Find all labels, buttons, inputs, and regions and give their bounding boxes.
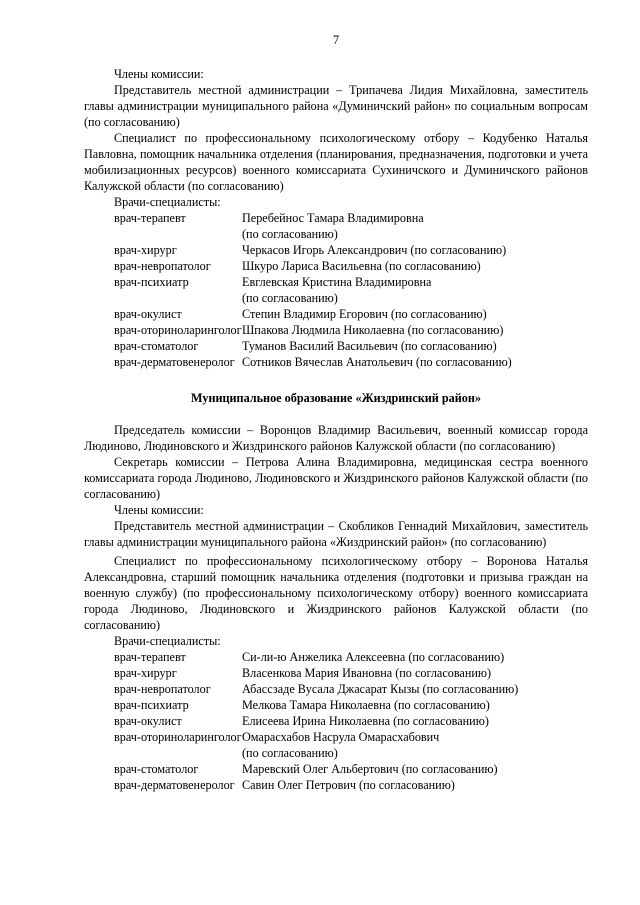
specialist-row <box>84 681 588 697</box>
section-duminichi <box>84 66 588 370</box>
specialist-role: врач-окулист <box>114 307 182 321</box>
specialist-row <box>84 274 588 306</box>
specialist-name-line: Черкасов Игорь Александрович (по согласованию) <box>242 243 507 257</box>
specialist-role: врач-психиатр <box>114 698 189 712</box>
specialist-name-line: Власенкова Мария Ивановна (по согласованию) <box>242 666 492 680</box>
specialist-name <box>242 729 588 761</box>
specialist-name-line: (по согласованию) <box>242 227 338 241</box>
specialist-row <box>84 322 588 338</box>
specialist-row <box>84 210 588 242</box>
specialist-name-line: Си-ли-ю Анжелика Алексеевна (по согласованию) <box>242 650 505 664</box>
specialist-row <box>84 729 588 761</box>
specialist-row <box>84 713 588 729</box>
specialist-row <box>84 354 588 370</box>
secretary-paragraph: Секретарь комиссии – Петрова Алина Владимировна, медицинская сестра военного комиссариата города Людиново, Людиновского и Жиздринского районов Калужской области (по согласованию) <box>84 455 588 501</box>
specialist-name <box>242 761 588 777</box>
specialist-role: врач-терапевт <box>114 650 186 664</box>
specialists-label: Врачи-специалисты: <box>114 634 221 648</box>
specialist-role: врач-психиатр <box>114 275 189 289</box>
specialist-role: врач-стоматолог <box>114 339 199 353</box>
specialist-name-line: Степин Владимир Егорович (по согласованию) <box>242 307 487 321</box>
specialist-row <box>84 761 588 777</box>
specialist-name-line: (по согласованию) <box>242 746 338 760</box>
page-number: 7 <box>332 33 340 47</box>
specialist-name-line: Перебейнос Тамара Владимировна <box>242 211 424 225</box>
members-label: Члены комиссии: <box>114 67 204 81</box>
specialist-name-line: Туманов Василий Васильевич (по согласованию) <box>242 339 497 353</box>
specialists-list <box>84 210 588 370</box>
specialist-name <box>242 306 588 322</box>
specialist-role: врач-невропатолог <box>114 259 211 273</box>
specialist-name-line: Маревский Олег Альбертович (по согласованию) <box>242 762 498 776</box>
specialist-name <box>242 242 588 258</box>
specialist-name-line: Шпакова Людмила Николаевна (по согласованию) <box>242 323 504 337</box>
member-paragraph: Специалист по профессиональному психологическому отбору – Воронова Наталья Александровна, старший помощник начальника отделения (подготовки и призыва граждан на военную службу) (по профессиональному психологическому отбору) военного комиссариата города Людиново, Людиновского и Жиздринского районов Калужской области (по согласованию) <box>84 554 588 632</box>
specialist-name-line: Омарасхабов Насрула Омарасхабович <box>242 730 440 744</box>
section-zhizdra <box>84 422 588 793</box>
specialist-name <box>242 777 588 793</box>
specialist-name-line: Мелкова Тамара Николаевна (по согласованию) <box>242 698 490 712</box>
specialist-role: врач-хирург <box>114 666 177 680</box>
specialists-list <box>84 649 588 793</box>
specialist-row <box>84 665 588 681</box>
specialist-role: врач-невропатолог <box>114 682 211 696</box>
specialist-role: врач-оториноларинголог <box>114 323 242 337</box>
specialist-name <box>242 258 588 274</box>
specialist-row <box>84 649 588 665</box>
specialist-name-line: Савин Олег Петрович (по согласованию) <box>242 778 455 792</box>
specialist-role: врач-стоматолог <box>114 762 199 776</box>
specialist-role: врач-терапевт <box>114 211 186 225</box>
member-paragraph: Представитель местной администрации – Трипачева Лидия Михайловна, заместитель главы администрации муниципального района «Думиничский район» по социальным вопросам (по согласованию) <box>84 83 588 129</box>
specialists-label: Врачи-специалисты: <box>114 195 221 209</box>
member-paragraph: Специалист по профессиональному психологическому отбору – Кодубенко Наталья Павловна, помощник начальника отделения (планирования, предназначения, подготовки и учета мобилизационных ресурсов) военного комиссариата Сухиничского и Думиничского районов Калужской области (по согласованию) <box>84 131 588 193</box>
specialist-name-line: Евглевская Кристина Владимировна <box>242 275 432 289</box>
specialist-name <box>242 274 588 306</box>
specialist-name-line: Абассзаде Вусала Джасарат Кызы (по согласованию) <box>242 682 519 696</box>
specialist-name-line: (по согласованию) <box>242 291 338 305</box>
specialist-name <box>242 322 588 338</box>
specialist-name <box>242 665 588 681</box>
specialist-role: врач-дерматовенеролог <box>114 355 235 369</box>
specialist-name-line: Сотников Вячеслав Анатольевич (по согласованию) <box>242 355 512 369</box>
specialist-role: врач-дерматовенеролог <box>114 778 235 792</box>
specialist-name <box>242 210 588 242</box>
specialist-row <box>84 242 588 258</box>
specialist-name <box>242 338 588 354</box>
specialist-row <box>84 258 588 274</box>
specialist-name-line: Шкуро Лариса Васильевна (по согласованию) <box>242 259 481 273</box>
specialist-name <box>242 354 588 370</box>
member-paragraph: Представитель местной администрации – Скобликов Геннадий Михайлович, заместитель главы администрации муниципального района «Жиздринский район» (по согласованию) <box>84 519 588 549</box>
specialist-name <box>242 681 588 697</box>
specialist-role: врач-хирург <box>114 243 177 257</box>
specialist-role: врач-оториноларинголог <box>114 730 242 744</box>
specialist-row <box>84 777 588 793</box>
specialist-row <box>84 338 588 354</box>
chair-paragraph: Председатель комиссии – Воронцов Владимир Васильевич, военный комиссар города Людиново, Людиновского и Жиздринского районов Калужской области (по согласованию) <box>84 423 588 453</box>
specialist-name <box>242 649 588 665</box>
specialist-name <box>242 713 588 729</box>
specialist-name-line: Елисеева Ирина Николаевна (по согласованию) <box>242 714 489 728</box>
specialist-row <box>84 306 588 322</box>
section-heading: Муниципальное образование «Жиздринский район» <box>191 391 481 405</box>
specialist-role: врач-окулист <box>114 714 182 728</box>
members-label: Члены комиссии: <box>114 503 204 517</box>
specialist-row <box>84 697 588 713</box>
specialist-name <box>242 697 588 713</box>
document-page <box>84 32 588 793</box>
